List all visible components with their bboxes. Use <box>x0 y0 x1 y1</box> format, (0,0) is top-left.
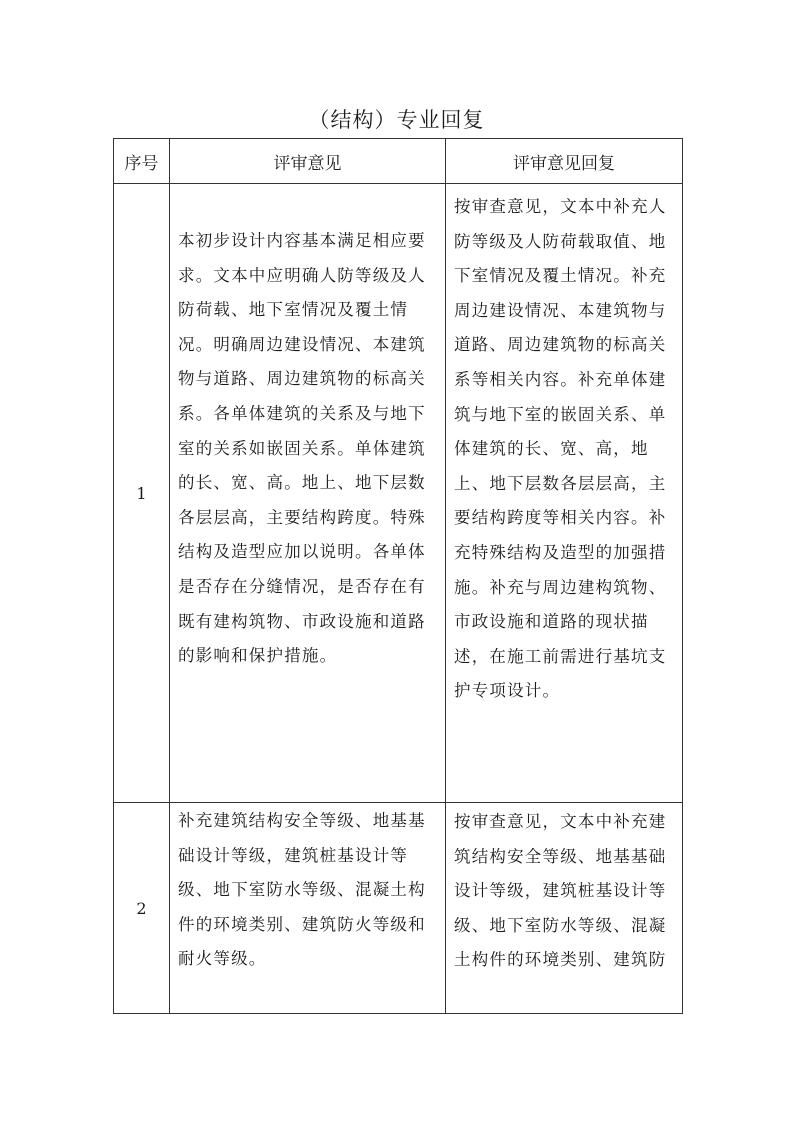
opinion-cell <box>170 184 446 803</box>
review-table <box>113 138 683 1014</box>
opinion-text: 本初步设计内容基本满足相应要求。文本中应明确人防等级及人防荷载、地下室情况及覆土情况。明确周边建设情况、本建筑物与道路、周边建筑物的标高关系。各单体建筑的关系及与地下室的关系如嵌固关系。单体建筑的长、宽、高。地上、地下层数各层层高，主要结构跨度。特殊结构及造型应加以说明。各单体是否存在分缝情况，是否存在有既有建构筑物、市政设施和道路的影响和保护措施。 <box>178 231 426 666</box>
row-number: 1 <box>114 184 170 803</box>
header-opinion: 评审意见 <box>170 139 446 184</box>
table-header-row <box>114 139 683 184</box>
reply-cell <box>446 803 683 1014</box>
table-row <box>114 184 683 803</box>
table-row <box>114 803 683 1014</box>
row-number: 2 <box>114 803 170 1014</box>
reply-cell <box>446 184 683 803</box>
opinion-text: 补充建筑结构安全等级、地基基础设计等级，建筑桩基设计等级、地下室防水等级、混凝土构件的环境类别、建筑防火等级和耐火等级。 <box>178 811 426 969</box>
reply-text: 按审查意见，文本中补充人防等级及人防荷载取值、地下室情况及覆土情况。补充周边建设情况、本建筑物与道路、周边建筑物的标高关系等相关内容。补充单体建筑与地下室的嵌固关系、单体建筑的长、宽、高，地上、地下层数各层层高，主要结构跨度等相关内容。补充特殊结构及造型的加强措施。补充与周边建构筑物、市政设施和道路的现状描述，在施工前需进行基坑支护专项设计。 <box>454 197 667 701</box>
opinion-cell <box>170 803 446 1014</box>
header-no: 序号 <box>114 139 170 184</box>
page-title: （结构）专业回复 <box>308 108 485 132</box>
header-reply: 评审意见回复 <box>446 139 683 184</box>
reply-text: 按审查意见，文本中补充建筑结构安全等级、地基基础设计等级，建筑桩基设计等级、地下室防水等级、混凝土构件的环境类别、建筑防 <box>454 812 667 970</box>
